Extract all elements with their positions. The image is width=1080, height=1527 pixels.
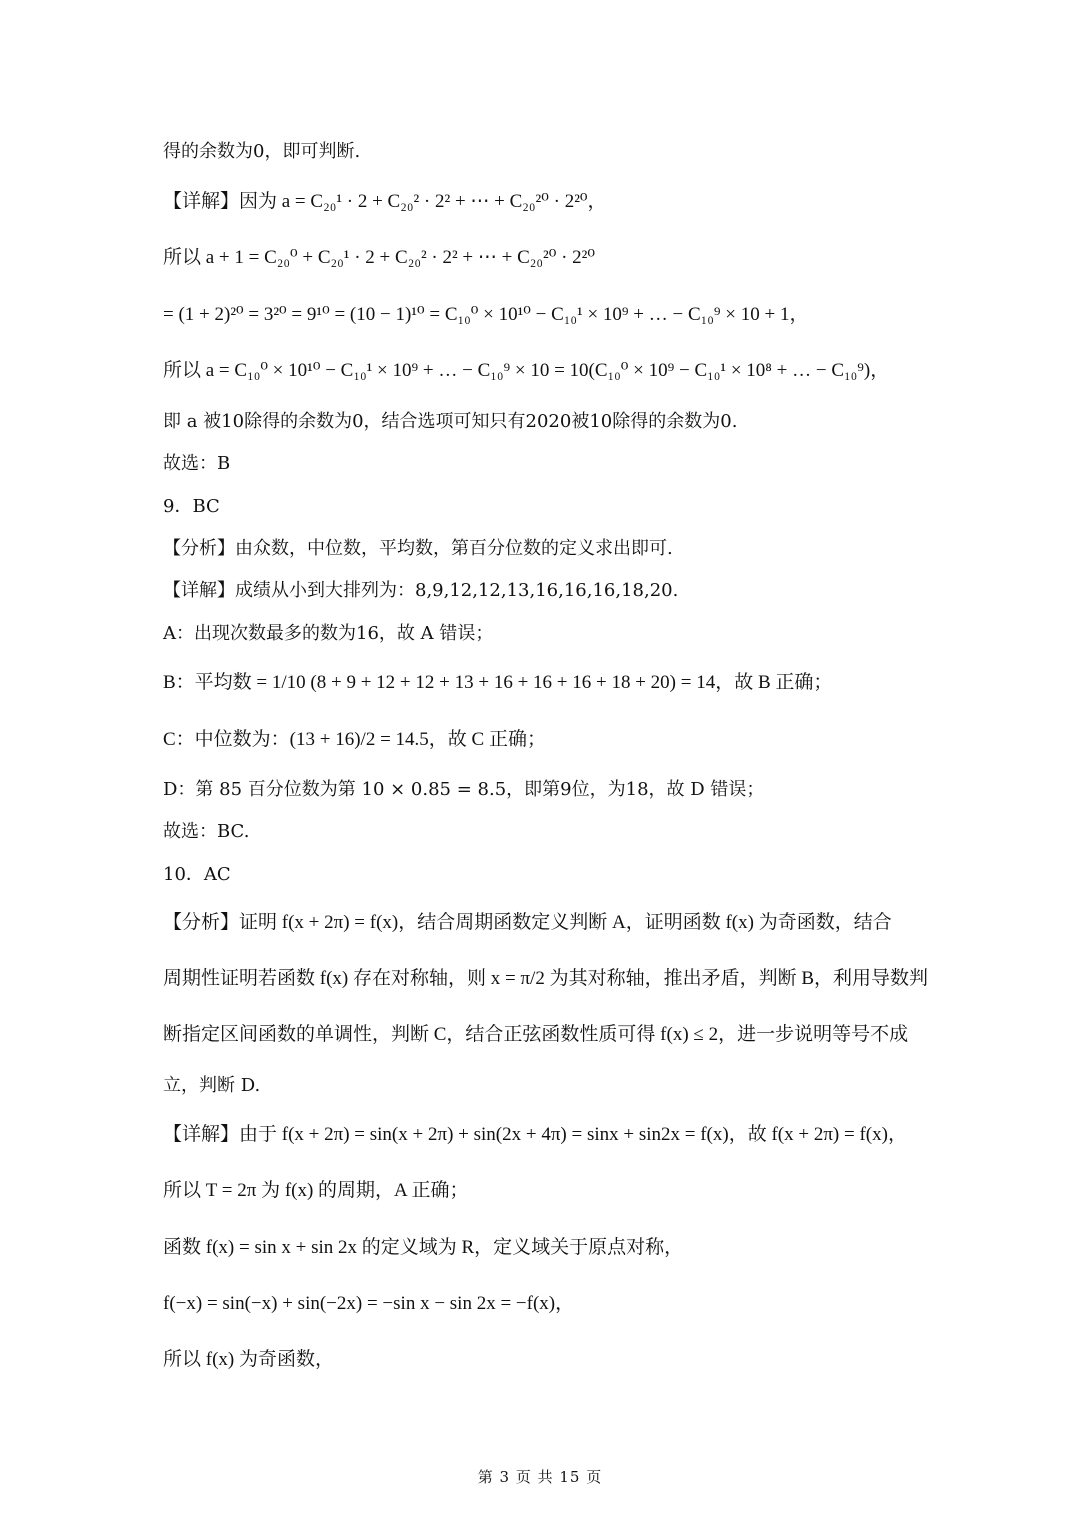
- text-line: 故选：BC.: [163, 821, 250, 842]
- text-line: 得的余数为0，即可判断.: [163, 141, 361, 162]
- text-line: 【详解】由于 f(x + 2π) = sin(x + 2π) + sin(2x + 4π) = sinx + sin2x = f(x)，故 f(x + 2π) = f(x)，: [163, 1124, 907, 1145]
- text-line: 周期性证明若函数 f(x) 存在对称轴，则 x = π/2 为其对称轴，推出矛盾，判断 B，利用导数判: [163, 968, 928, 989]
- text-line: 立，判断 D.: [163, 1075, 261, 1096]
- text-line: 故选：B: [163, 453, 231, 474]
- text-line: C：中位数为：(13 + 16)/2 = 14.5，故 C 正确；: [163, 729, 546, 750]
- text-line: = (1 + 2)²⁰ = 3²⁰ = 9¹⁰ = (10 − 1)¹⁰ = C₁₀⁰ × 10¹⁰ − C₁₀¹ × 10⁹ + … − C₁₀⁹ × 10 + 1，: [163, 304, 809, 325]
- text-line: 【分析】由众数，中位数，平均数，第百分位数的定义求出即可.: [163, 538, 673, 559]
- text-line: 所以 a = C₁₀⁰ × 10¹⁰ − C₁₀¹ × 10⁹ + … − C₁₀⁹ × 10 = 10(C₁₀⁰ × 10⁹ − C₁₀¹ × 10⁸ + … − C₁₀⁹)，: [163, 360, 890, 381]
- text-line: 断指定区间函数的单调性，判断 C，结合正弦函数性质可得 f(x) ≤ 2，进一步说明等号不成: [163, 1024, 909, 1045]
- text-line: A：出现次数最多的数为16，故 A 错误；: [163, 623, 494, 644]
- text-line: 即 a 被10除得的余数为0，结合选项可知只有2020被10除得的余数为0.: [163, 411, 738, 432]
- question-number: 10．AC: [163, 864, 231, 885]
- text-line: B：平均数 = 1/10 (8 + 9 + 12 + 12 + 13 + 16 + 16 + 16 + 18 + 20) = 14，故 B 正确；: [163, 672, 833, 693]
- text-line: D：第 85 百分位数为第 10 × 0.85 = 8.5，即第9位，为18，故 D 错误；: [163, 779, 765, 800]
- text-line: f(−x) = sin(−x) + sin(−2x) = −sin x − sin 2x = −f(x)，: [163, 1293, 575, 1314]
- text-line: 函数 f(x) = sin x + sin 2x 的定义域为 R，定义域关于原点对称，: [163, 1237, 684, 1258]
- page-footer: 第 3 页 共 15 页: [477, 1468, 603, 1486]
- text-line: 所以 f(x) 为奇函数，: [163, 1349, 334, 1370]
- text-line: 【详解】成绩从小到大排列为：8,9,12,12,13,16,16,16,18,20.: [163, 580, 679, 601]
- text-line: 所以 a + 1 = C₂₀⁰ + C₂₀¹ · 2 + C₂₀² · 2² + ⋯ + C₂₀²⁰ · 2²⁰: [163, 247, 595, 268]
- question-number: 9．BC: [163, 496, 220, 517]
- text-line: 【分析】证明 f(x + 2π) = f(x)，结合周期函数定义判断 A，证明函数 f(x) 为奇函数，结合: [163, 912, 892, 933]
- text-line: 所以 T = 2π 为 f(x) 的周期，A 正确；: [163, 1180, 469, 1201]
- text-line: 【详解】因为 a = C₂₀¹ · 2 + C₂₀² · 2² + ⋯ + C₂₀²⁰ · 2²⁰，: [163, 191, 607, 212]
